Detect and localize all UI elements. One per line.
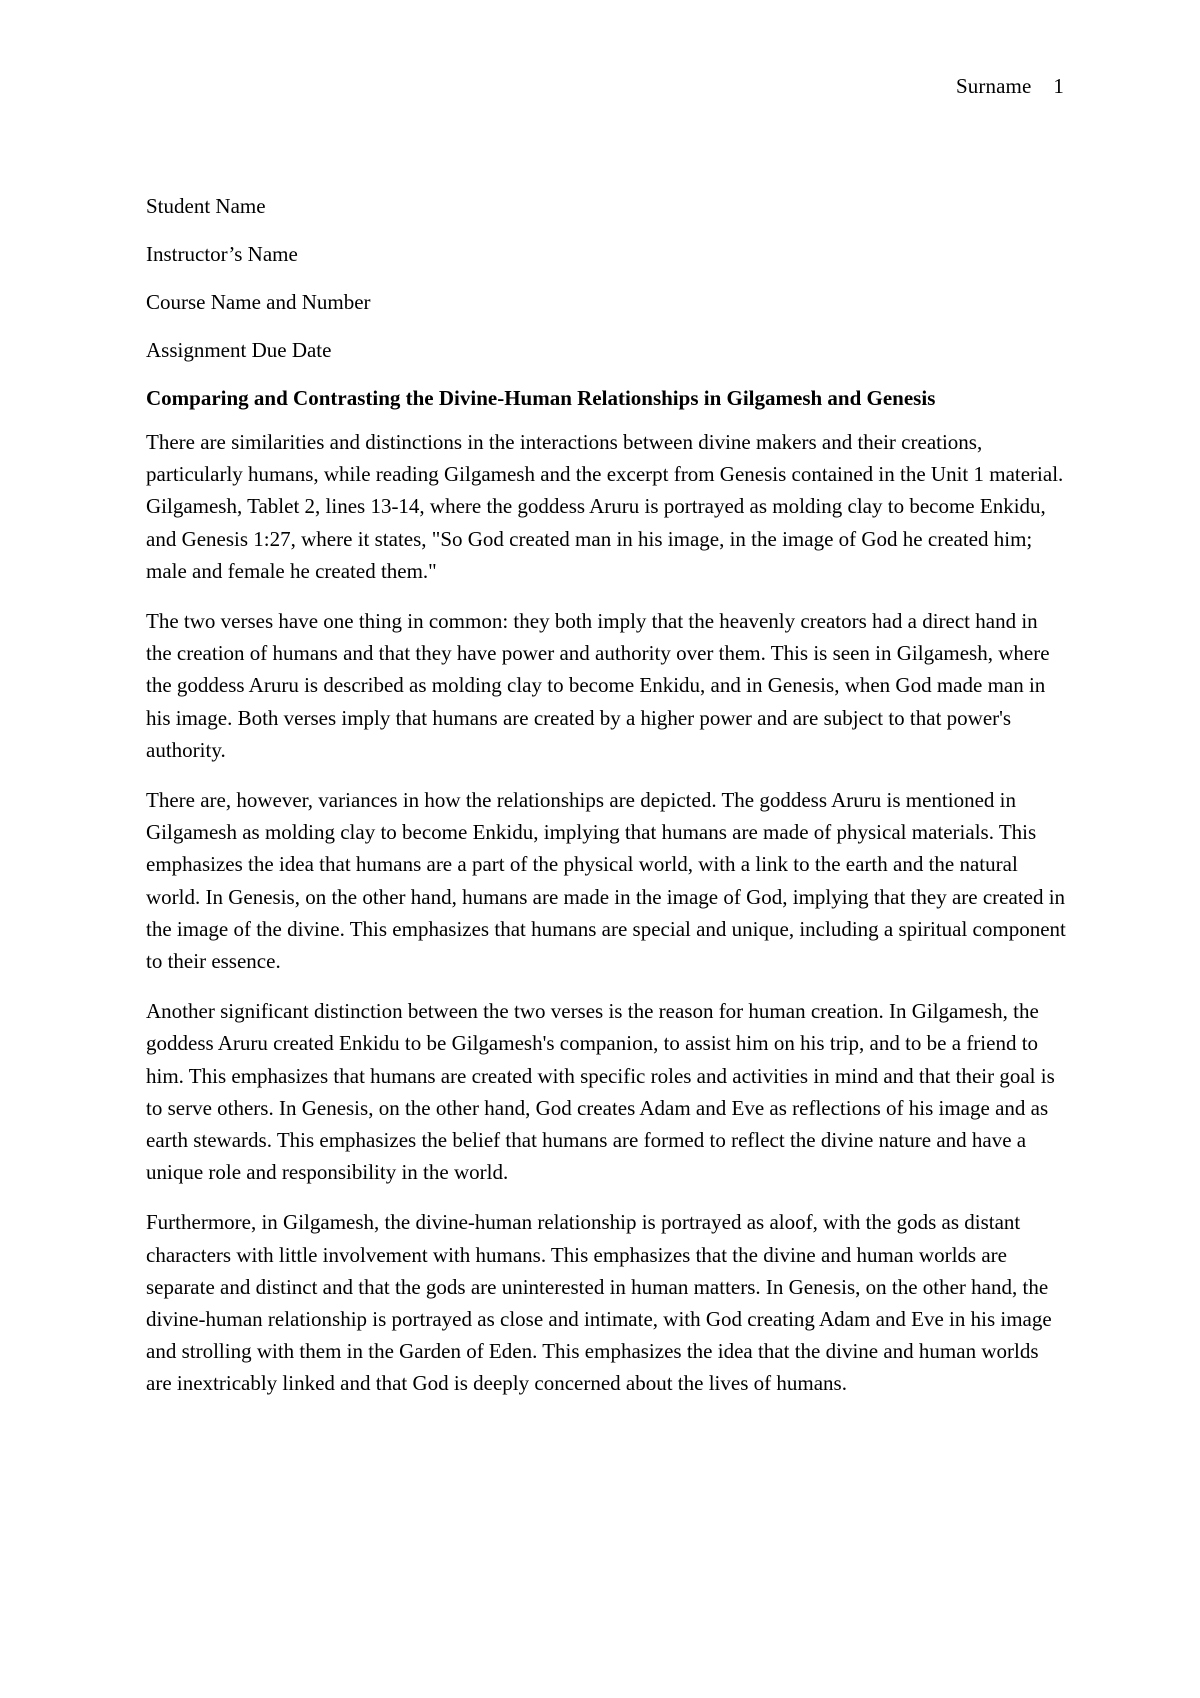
header-page-number: 1 (1053, 74, 1064, 98)
due-date: Assignment Due Date (146, 338, 332, 362)
course-name: Course Name and Number (146, 290, 371, 314)
paragraph-3: There are, however, variances in how the relationships are depicted. The goddess Aruru is mentioned in Gilgamesh as molding clay to become Enkidu, implying that humans are made of physical materials. This emphasizes the idea that humans are a part of the physical world, with a link to the earth and the natural world. In Genesis, on the other hand, humans are made in the image of God, implying that they are created in the image of the divine. This emphasizes that humans are special and unique, including a spiritual component to their essence. (146, 788, 1066, 974)
document-body (146, 190, 1066, 1418)
paragraph-5: Furthermore, in Gilgamesh, the divine-human relationship is portrayed as aloof, with the gods as distant characters with little involvement with humans. This emphasizes that the divine and human worlds are separate and distinct and that the gods are uninterested in human matters. In Genesis, on the other hand, the divine-human relationship is portrayed as close and intimate, with God creating Adam and Eve in his image and strolling with them in the Garden of Eden. This emphasizes the idea that the divine and human worlds are inextricably linked and that God is deeply concerned about the lives of humans. (146, 1210, 1052, 1396)
paragraph-4: Another significant distinction between the two verses is the reason for human creation. In Gilgamesh, the goddess Aruru created Enkidu to be Gilgamesh's companion, to assist him on his trip, and to be a friend to him. This emphasizes that humans are created with specific roles and activities in mind and that their goal is to serve others. In Genesis, on the other hand, God creates Adam and Eve as reflections of his image and as earth stewards. This emphasizes the belief that humans are formed to reflect the divine nature and have a unique role and responsibility in the world. (146, 999, 1055, 1185)
paragraph-1: There are similarities and distinctions in the interactions between divine makers and their creations, particularly humans, while reading Gilgamesh and the excerpt from Genesis contained in the Unit 1 material. Gilgamesh, Tablet 2, lines 13-14, where the goddess Aruru is portrayed as molding clay to become Enkidu, and Genesis 1:27, where it states, "So God created man in his image, in the image of God he created him; male and female he created them." (146, 430, 1064, 583)
running-header (956, 70, 1064, 102)
instructor-name: Instructor’s Name (146, 242, 298, 266)
header-surname: Surname (956, 74, 1032, 98)
student-name: Student Name (146, 194, 266, 218)
paragraph-2: The two verses have one thing in common: they both imply that the heavenly creators had a direct hand in the creation of humans and that they have power and authority over them. This is seen in Gilgamesh, where the goddess Aruru is described as molding clay to become Enkidu, and in Genesis, when God made man in his image. Both verses imply that humans are created by a higher power and are subject to that power's authority. (146, 609, 1050, 762)
essay-title: Comparing and Contrasting the Divine-Human Relationships in Gilgamesh and Genesis (146, 386, 936, 410)
